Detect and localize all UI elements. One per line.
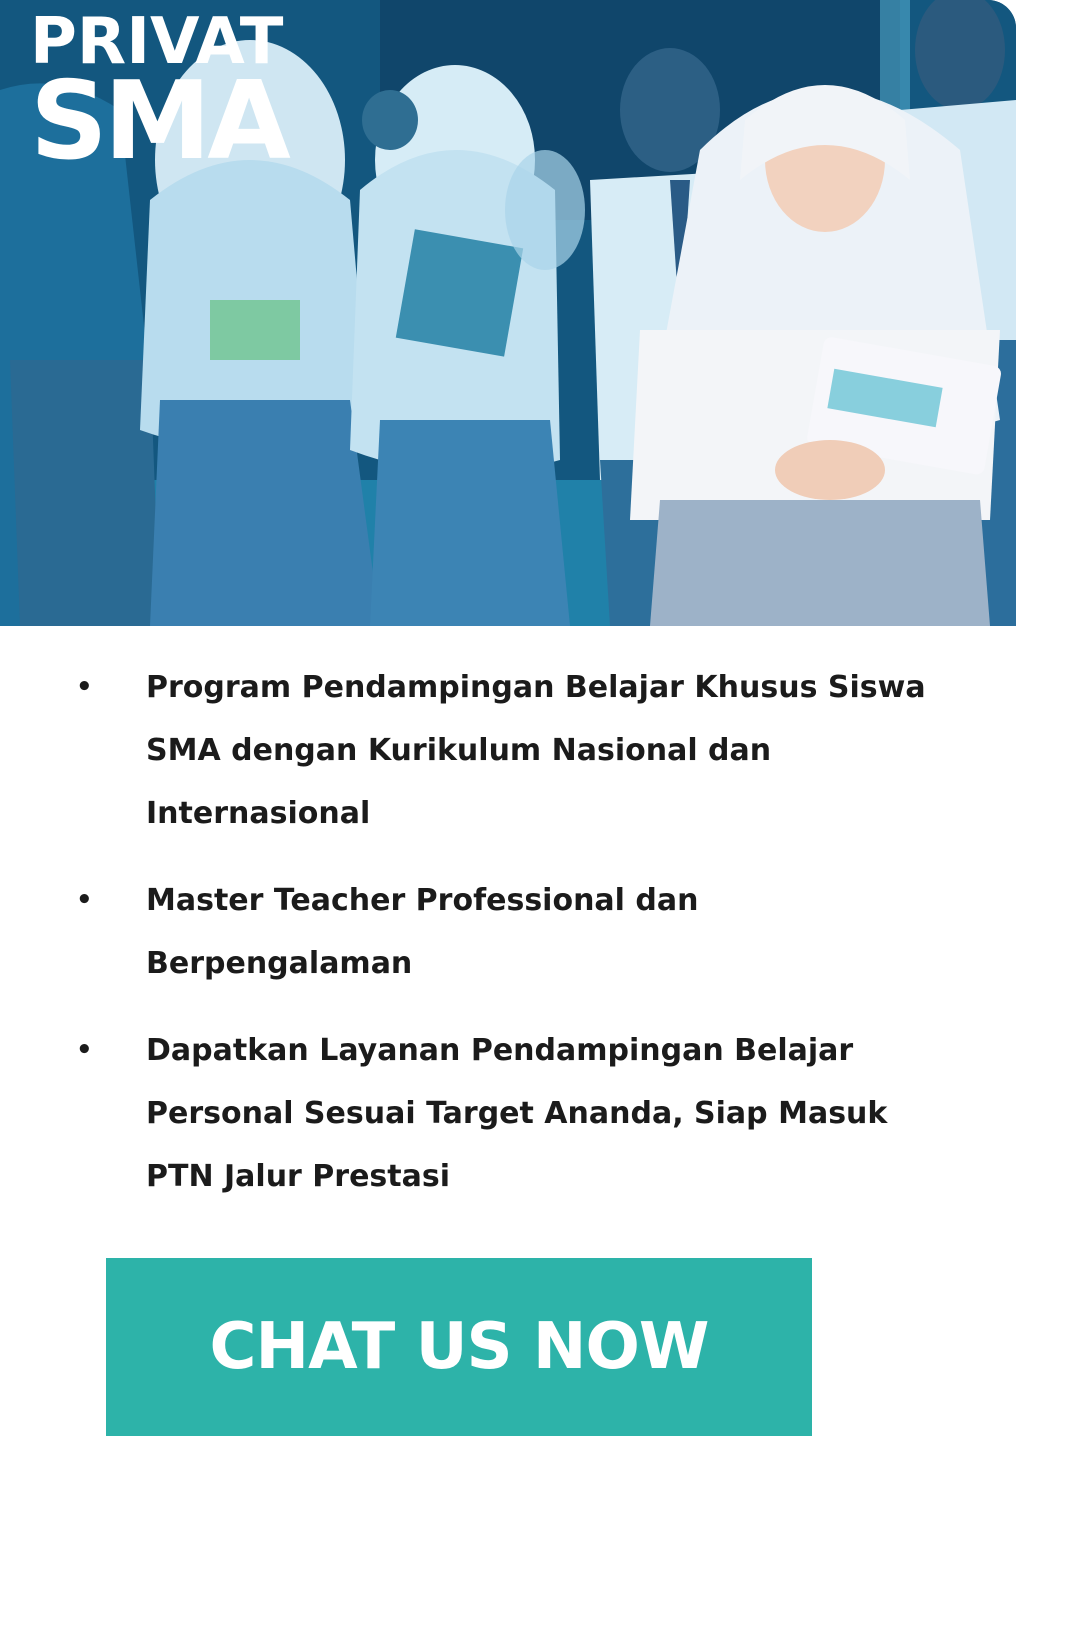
feature-text: Dapatkan Layanan Pendampingan Belajar Personal Sesuai Target Ananda, Siap Masuk PTN Jalur Prestasi [146,1033,888,1194]
bullet-icon: • [76,885,93,915]
hero-title-line2: SMA [30,59,287,184]
feature-text: Master Teacher Professional dan Berpengalaman [146,883,699,981]
hero-title-line1: PRIVAT [30,5,284,79]
feature-item [0,656,1016,845]
bullet-icon: • [76,1035,93,1065]
chat-us-now-button[interactable]: CHAT US NOW [106,1258,812,1436]
feature-text: Program Pendampingan Belajar Khusus Siswa SMA dengan Kurikulum Nasional dan Internasional [146,670,926,831]
bullet-icon: • [76,672,93,702]
feature-item [0,1019,1016,1208]
hero-banner [0,0,1016,626]
feature-list [0,656,1016,1232]
hero-title [30,5,287,184]
feature-item [0,869,1016,995]
